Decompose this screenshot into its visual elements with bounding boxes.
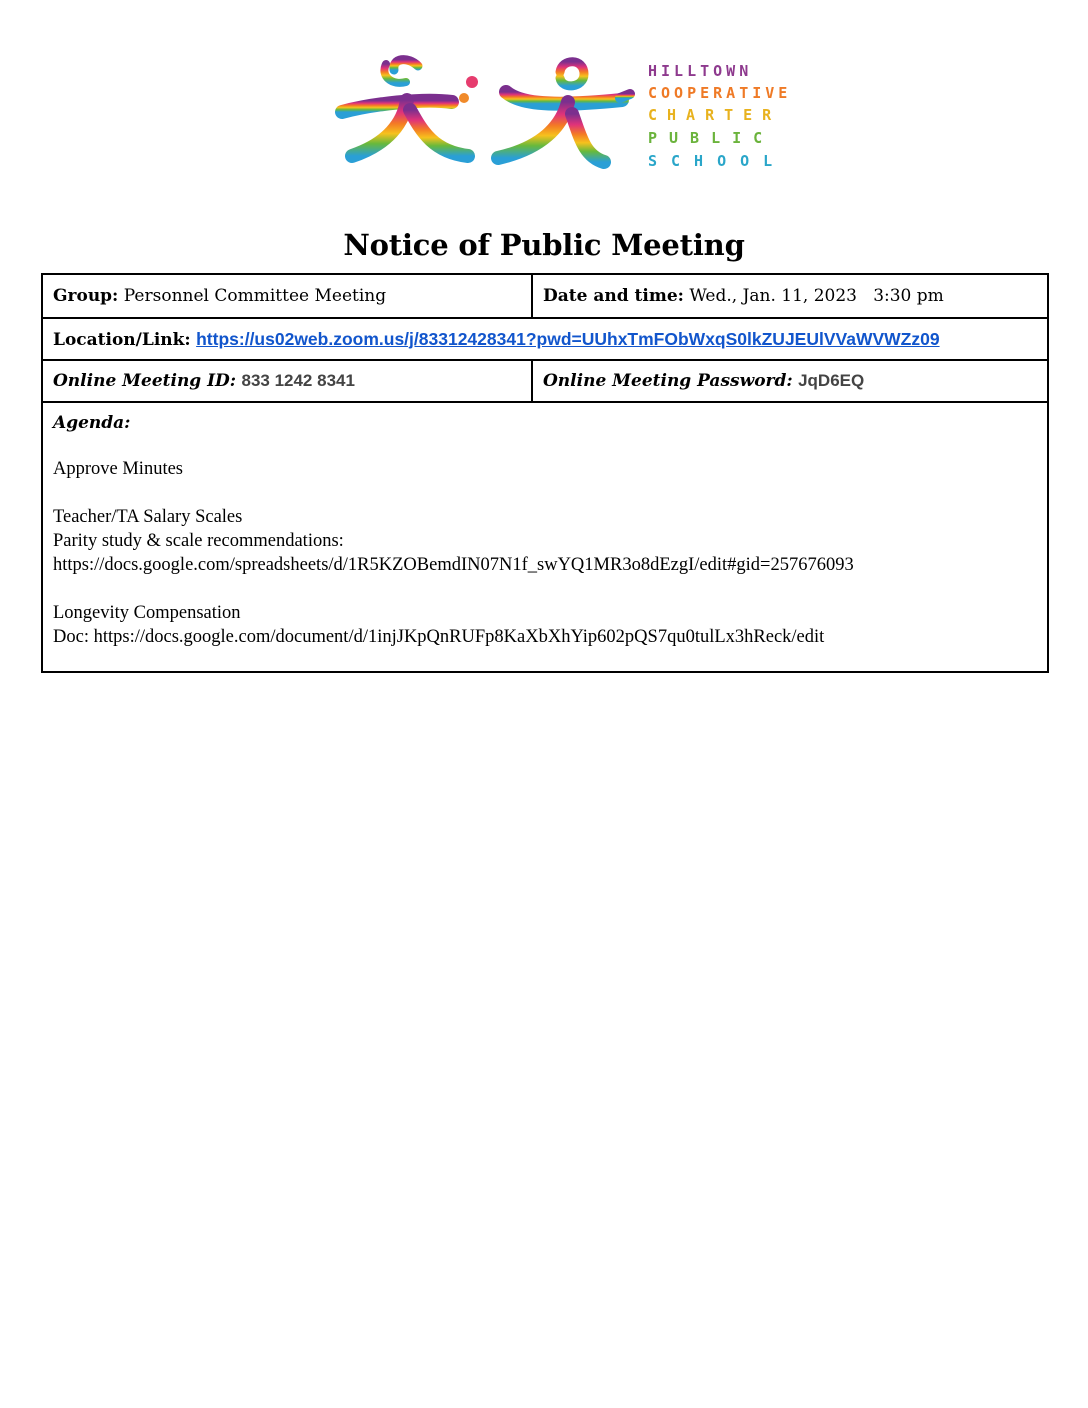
- table-row: [42, 274, 1048, 318]
- logo-text-line: SCHOOL: [648, 152, 787, 170]
- table-row: [42, 360, 1048, 402]
- password-label: Online Meeting Password:: [543, 371, 793, 391]
- group-value: Personnel Committee Meeting: [123, 286, 387, 306]
- logo-dot: [459, 93, 469, 103]
- dancing-figure-right: [498, 62, 630, 162]
- meeting-info-table: [41, 273, 1049, 673]
- logo-text-line: HILLTOWN: [648, 62, 753, 80]
- location-label: Location/Link:: [53, 329, 191, 350]
- school-logo: [322, 52, 792, 180]
- dancing-figure-left: [336, 60, 468, 156]
- location-cell: [42, 318, 1048, 360]
- page-title: Notice of Public Meeting: [343, 228, 745, 262]
- datetime-value: Wed., Jan. 11, 2023 3:30 pm: [689, 286, 944, 306]
- password-cell: [532, 360, 1048, 402]
- agenda-item-line: Parity study & scale recommendations:: [53, 531, 344, 551]
- table-row: [42, 402, 1048, 672]
- agenda-item-title: Teacher/TA Salary Scales: [53, 507, 243, 527]
- spreadsheet-url: https://docs.google.com/spreadsheets/d/1R5KZOBemdIN07N1f_swYQ1MR3o8dEzgI/edit#gid=257676093: [53, 555, 854, 575]
- logo-text-line: COOPERATIVE: [648, 84, 792, 102]
- agenda-cell: [42, 402, 1048, 672]
- logo-dot: [466, 76, 478, 88]
- logo-text-line: PUBLIC: [648, 129, 775, 147]
- zoom-link[interactable]: https://us02web.zoom.us/j/83312428341?pwd=UUhxTmFObWxqS0lkZUJEUlVVaWVWZz09: [196, 328, 940, 349]
- password-value: JqD6EQ: [798, 371, 865, 390]
- table-row: [42, 318, 1048, 360]
- school-logo-graphic: [322, 52, 792, 180]
- group-cell: [42, 274, 532, 318]
- datetime-cell: [532, 274, 1048, 318]
- document-url-line: Doc: https://docs.google.com/document/d/1injJKpQnRUFp8KaXbXhYip602pQS7qu0tulLx3hReck/edit: [53, 627, 825, 647]
- agenda-heading: Agenda:: [53, 413, 131, 433]
- meeting-id-label: Online Meeting ID:: [53, 371, 237, 391]
- meeting-id-cell: [42, 360, 532, 402]
- group-label: Group:: [53, 286, 119, 306]
- agenda-item-title: Longevity Compensation: [53, 603, 241, 623]
- datetime-label: Date and time:: [543, 286, 684, 306]
- meeting-id-value: 833 1242 8341: [241, 371, 355, 390]
- logo-text-line: CHARTER: [648, 106, 782, 124]
- agenda-item: Approve Minutes: [53, 459, 183, 479]
